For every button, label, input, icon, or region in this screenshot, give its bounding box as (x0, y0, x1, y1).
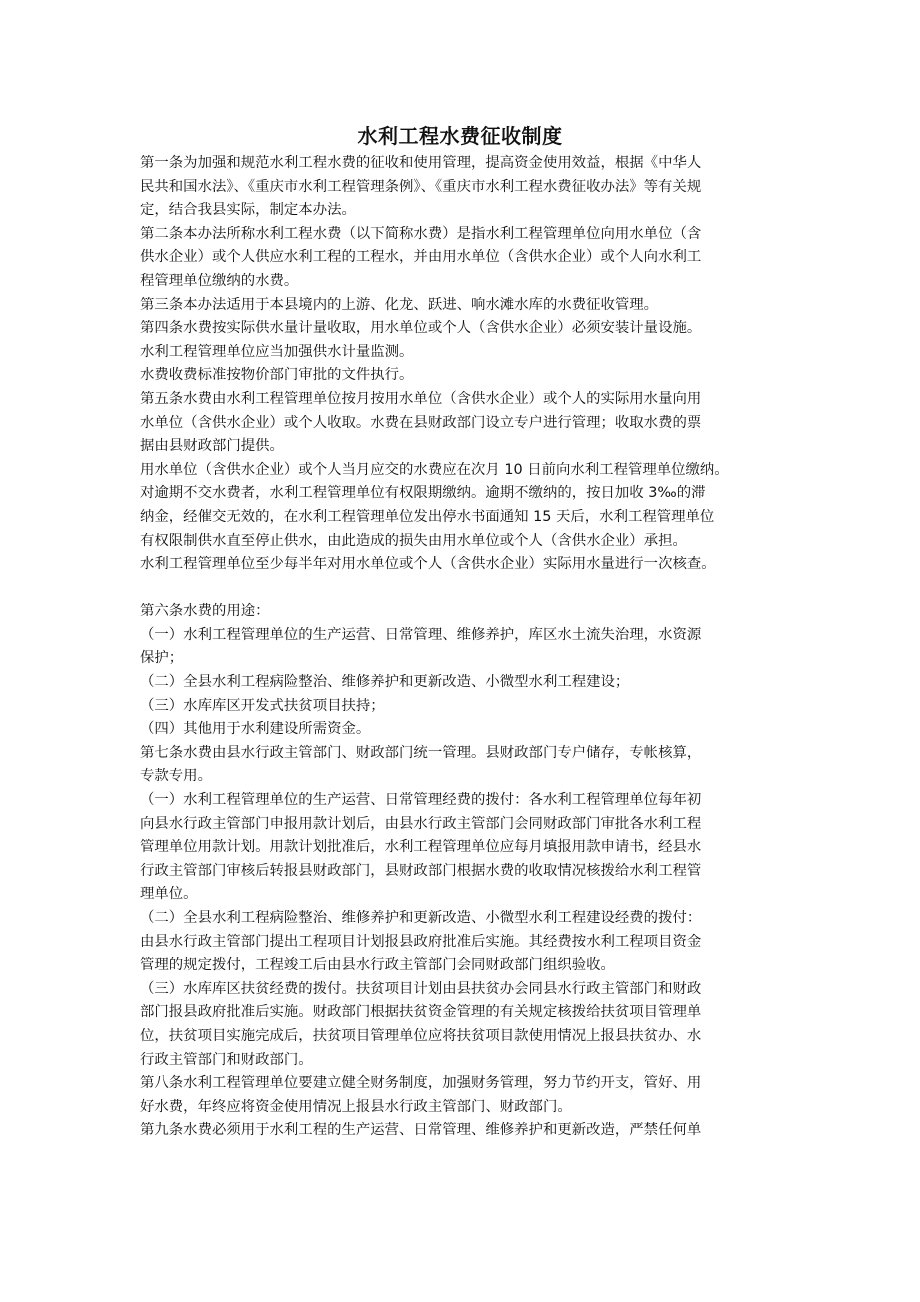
text-line: 程管理单位缴纳的水费。 (140, 272, 299, 289)
document-title: 水利工程水费征收制度 (357, 124, 563, 148)
text-line: 供水企业）或个人供应水利工程的工程水，并由用水单位（含供水企业）或个人向水利工 (140, 249, 702, 266)
text-line: 保护； (140, 650, 184, 667)
text-line: 对逾期不交水费者，水利工程管理单位有权限期缴纳。逾期不缴纳的，按日加收 3‰的滞 (140, 485, 706, 502)
text-line: 水费收费标准按物价部门审批的文件执行。 (140, 367, 414, 384)
text-line: 第六条水费的用途： (140, 603, 270, 620)
text-line: 据由县财政部门提供。 (140, 438, 284, 455)
text-line: （二）全县水利工程病险整治、维修养护和更新改造、小微型水利工程建设； (140, 674, 630, 691)
text-line: 第九条水费必须用于水利工程的生产运营、日常管理、维修养护和更新改造，严禁任何单 (140, 1122, 702, 1139)
text-line: 第五条水费由水利工程管理单位按月按用水单位（含供水企业）或个人的实际用水量向用 (140, 390, 702, 407)
text-line: 用水单位（含供水企业）或个人当月应交的水费应在次月 10 日前向水利工程管理单位缴纳。 (140, 461, 729, 478)
text-line: （四）其他用于水利建设所需资金。 (140, 721, 371, 738)
document-body (140, 152, 800, 1143)
text-line: 水单位（含供水企业）或个人收取。水费在县财政部门设立专户进行管理；收取水费的票 (140, 414, 702, 431)
text-line: 有权限制供水直至停止供水，由此造成的损失由用水单位或个人（含供水企业）承担。 (140, 532, 687, 549)
text-line: 行政主管部门审核后转报县财政部门，县财政部门根据水费的收取情况核拨给水利工程管 (140, 862, 702, 879)
text-line: 水利工程管理单位应当加强供水计量监测。 (140, 343, 414, 360)
text-line: （一）水利工程管理单位的生产运营、日常管理、维修养护，库区水土流失治理，水资源 (140, 626, 702, 643)
text-line: （三）水库库区扶贫经费的拨付。扶贫项目计划由县扶贫办会同县水行政主管部门和财政 (140, 980, 702, 997)
text-line: 第二条本办法所称水利工程水费（以下简称水费）是指水利工程管理单位向用水单位（含 (140, 225, 702, 242)
text-line: 第四条水费按实际供水量计量收取，用水单位或个人（含供水企业）必须安装计量设施。 (140, 320, 702, 337)
text-line: 第八条水利工程管理单位要建立健全财务制度，加强财务管理，努力节约开支，管好、用 (140, 1075, 702, 1092)
text-line: 行政主管部门和财政部门。 (140, 1051, 313, 1068)
text-line: 管理的规定拨付，工程竣工后由县水行政主管部门会同财政部门组织验收。 (140, 957, 615, 974)
text-line: 向县水行政主管部门申报用款计划后，由县水行政主管部门会同财政部门审批各水利工程 (140, 815, 702, 832)
text-line: 由县水行政主管部门提出工程项目计划报县政府批准后实施。其经费按水利工程项目资金 (140, 933, 702, 950)
text-line: 第七条水费由县水行政主管部门、财政部门统一管理。县财政部门专户储存，专帐核算， (140, 744, 702, 761)
text-line: 位，扶贫项目实施完成后，扶贫项目管理单位应将扶贫项目款使用情况上报县扶贫办、水 (140, 1027, 702, 1044)
text-line: 民共和国水法》、《重庆市水利工程管理条例》、《重庆市水利工程水费征收办法》等有关规 (140, 178, 702, 195)
text-line: 专款专用。 (140, 768, 212, 785)
text-line: 管理单位用款计划。用款计划批准后，水利工程管理单位应每月填报用款申请书，经县水 (140, 839, 702, 856)
text-line: （一）水利工程管理单位的生产运营、日常管理经费的拨付：各水利工程管理单位每年初 (140, 792, 702, 809)
text-line: 第一条为加强和规范水利工程水费的征收和使用管理，提高资金使用效益，根据《中华人 (140, 155, 702, 171)
text-line: 纳金，经催交无效的，在水利工程管理单位发出停水书面通知 15 天后，水利工程管理单位 (140, 508, 715, 525)
text-line: 理单位。 (140, 886, 198, 903)
text-line: 定，结合我县实际，制定本办法。 (140, 202, 356, 219)
text-line: 第三条本办法适用于本县境内的上游、化龙、跃进、响水滩水库的水费征收管理。 (140, 296, 659, 313)
text-line: （二）全县水利工程病险整治、维修养护和更新改造、小微型水利工程建设经费的拨付： (140, 910, 702, 926)
text-line: 好水费，年终应将资金使用情况上报县水行政主管部门、财政部门。 (140, 1098, 572, 1115)
text-line: 部门报县政府批准后实施。财政部门根据扶贫资金管理的有关规定核拨给扶贫项目管理单 (140, 1004, 702, 1021)
blank-line (140, 577, 800, 601)
text-line: （三）水库库区开发式扶贫项目扶持； (140, 697, 385, 714)
text-line: 水利工程管理单位至少每半年对用水单位或个人（含供水企业）实际用水量进行一次核查。 (140, 556, 716, 573)
